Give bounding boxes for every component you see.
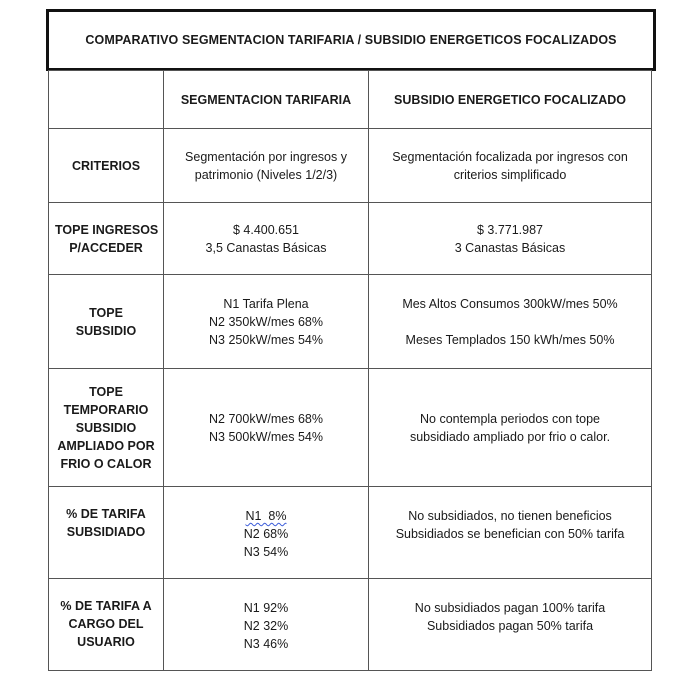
row-tope-subsidio xyxy=(49,275,652,369)
label-line: % DE TARIFA xyxy=(66,507,146,521)
label-line: CRITERIOS xyxy=(71,158,141,173)
cell-line: Subsidiados se benefician con 50% tarifa xyxy=(395,527,625,541)
cell-line: N2 350kW/mes 68% xyxy=(209,314,323,329)
cell-line: patrimonio (Niveles 1/2/3) xyxy=(194,167,338,182)
cell-line: No subsidiados, no tienen beneficios xyxy=(408,509,612,523)
cell-line: $ 3.771.987 xyxy=(476,222,544,237)
cell-line: N3 250kW/mes 54% xyxy=(209,332,323,347)
row-porcentaje-subsidiado xyxy=(49,487,652,579)
header-empty-cell xyxy=(49,71,164,129)
row-tope-temporario xyxy=(49,369,652,487)
label-line: AMPLIADO POR xyxy=(57,438,155,453)
label-line: CARGO DEL xyxy=(68,617,144,631)
row-label xyxy=(49,203,164,275)
label-line: SUBSIDIADO xyxy=(66,525,146,539)
label-line: TOPE INGRESOS xyxy=(55,222,159,237)
label-line: TEMPORARIO xyxy=(63,402,149,417)
cell-line: No subsidiados pagan 100% tarifa xyxy=(414,601,606,615)
cell-line: N2 68% xyxy=(243,527,289,541)
line-gap xyxy=(375,313,645,331)
cell-line: N1 Tarifa Plena xyxy=(223,296,309,311)
segmentacion-cell xyxy=(164,579,369,671)
label-line: TOPE xyxy=(89,384,123,399)
subsidio-cell xyxy=(369,129,652,203)
comparison-table xyxy=(48,70,652,671)
subsidio-cell xyxy=(369,487,652,579)
row-label xyxy=(49,129,164,203)
label-line: P/ACCEDER xyxy=(69,240,143,255)
subsidio-cell xyxy=(369,275,652,369)
cell-line: criterios simplificado xyxy=(453,167,567,182)
cell-line: Mes Altos Consumos 300kW/mes 50% xyxy=(402,296,618,311)
label-line: SUBSIDIO xyxy=(75,323,137,338)
table-title: COMPARATIVO SEGMENTACION TARIFARIA / SUBSIDIO ENERGETICOS FOCALIZADOS xyxy=(46,9,656,71)
cell-line: N3 54% xyxy=(243,545,289,559)
header-subsidio: SUBSIDIO ENERGETICO FOCALIZADO xyxy=(369,71,652,129)
cell-line: N1 92% xyxy=(243,601,289,615)
cell-line: N2 700kW/mes 68% xyxy=(209,411,323,426)
cell-line: N1 8% xyxy=(245,509,287,523)
row-label xyxy=(49,275,164,369)
label-line: USUARIO xyxy=(77,635,135,649)
row-label xyxy=(49,487,164,579)
cell-line: $ 4.400.651 xyxy=(232,222,300,237)
cell-line: subsidiado ampliado por frio o calor. xyxy=(409,429,611,444)
cell-line: 3 Canastas Básicas xyxy=(454,240,566,255)
row-label xyxy=(49,579,164,671)
cell-line: N3 46% xyxy=(243,637,289,651)
subsidio-cell xyxy=(369,369,652,487)
segmentacion-cell xyxy=(164,487,369,579)
segmentacion-cell xyxy=(164,203,369,275)
cell-line: Segmentación por ingresos y xyxy=(185,149,347,164)
cell-line: N2 32% xyxy=(243,619,289,633)
row-tope-ingresos xyxy=(49,203,652,275)
row-criterios xyxy=(49,129,652,203)
segmentacion-cell xyxy=(164,369,369,487)
label-line: TOPE xyxy=(89,305,123,320)
segmentacion-cell xyxy=(164,129,369,203)
cell-line: N3 500kW/mes 54% xyxy=(209,429,323,444)
cell-line: Meses Templados 150 kWh/mes 50% xyxy=(405,332,615,347)
subsidio-cell xyxy=(369,579,652,671)
cell-line: Segmentación focalizada por ingresos con xyxy=(392,149,628,164)
row-porcentaje-usuario xyxy=(49,579,652,671)
label-line: FRIO O CALOR xyxy=(60,456,152,471)
row-label xyxy=(49,369,164,487)
cell-line: No contempla periodos con tope xyxy=(420,411,600,426)
label-line: % DE TARIFA A xyxy=(60,599,152,613)
label-line: SUBSIDIO xyxy=(75,420,137,435)
header-row xyxy=(49,71,652,129)
segmentacion-cell xyxy=(164,275,369,369)
cell-line: 3,5 Canastas Básicas xyxy=(205,240,327,255)
cell-line: Subsidiados pagan 50% tarifa xyxy=(426,619,594,633)
subsidio-cell xyxy=(369,203,652,275)
header-segmentacion: SEGMENTACION TARIFARIA xyxy=(164,71,369,129)
